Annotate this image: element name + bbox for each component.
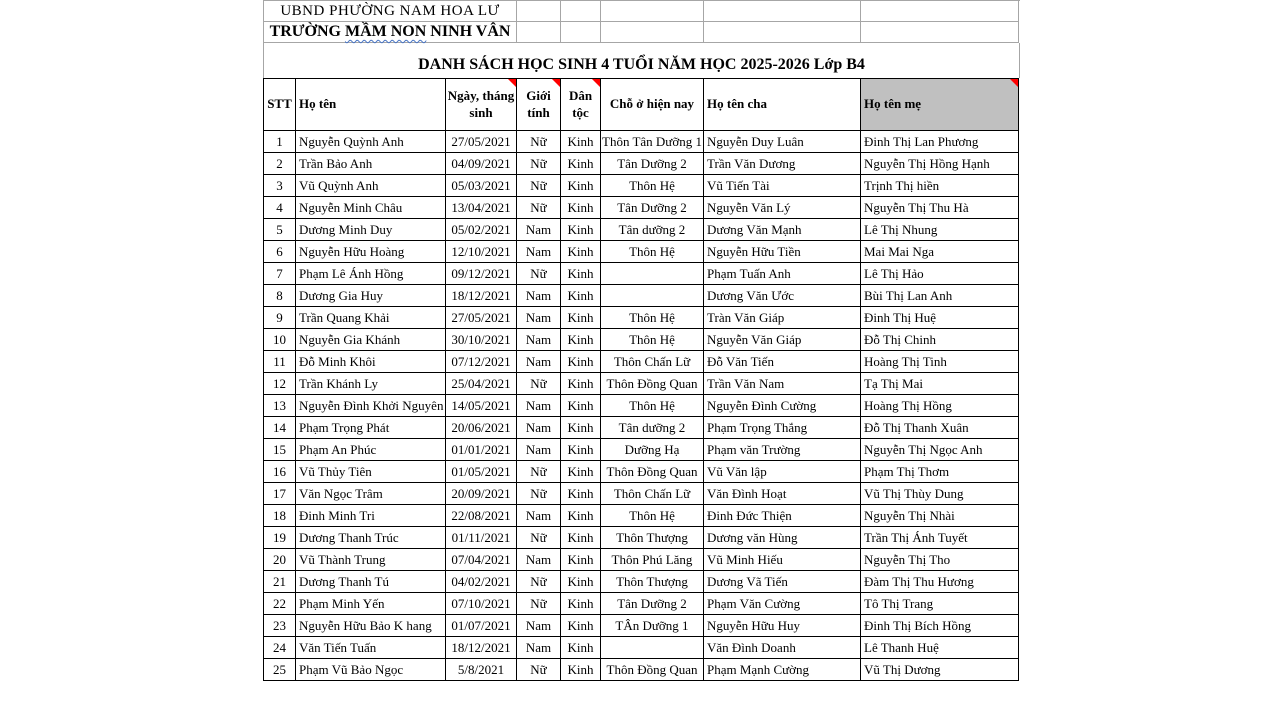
cell-ethnic[interactable]: Kinh	[561, 131, 601, 153]
cell-father[interactable]: Nguyễn Hữu Huy	[704, 615, 861, 637]
cell-mother[interactable]: Trần Thị Ánh Tuyết	[861, 527, 1019, 549]
table-row	[264, 175, 1019, 197]
cell-dob[interactable]: 14/05/2021	[446, 395, 517, 417]
table-row	[264, 219, 1019, 241]
cell-address[interactable]: Thôn Hệ	[601, 241, 704, 263]
column-header-label: Họ tên cha	[707, 96, 767, 112]
cell-name[interactable]: Nguyễn Quỳnh Anh	[296, 131, 446, 153]
cell-address[interactable]: Thôn Đồng Quan	[601, 659, 704, 681]
table-row	[264, 153, 1019, 175]
cell-gender[interactable]: Nam	[517, 615, 561, 637]
cell-mother[interactable]: Đàm Thị Thu Hương	[861, 571, 1019, 593]
cell-mother[interactable]: Nguyễn Thị Ngọc Anh	[861, 439, 1019, 461]
column-header-label: Chỗ ở hiện nay	[609, 96, 695, 112]
column-header-label: STT	[267, 96, 292, 112]
spreadsheet-region	[263, 0, 1020, 681]
cell-name[interactable]: Phạm Vũ Bảo Ngọc	[296, 659, 446, 681]
cell-gender[interactable]: Nữ	[517, 263, 561, 285]
cell-dob[interactable]: 5/8/2021	[446, 659, 517, 681]
empty-cell[interactable]	[601, 1, 704, 22]
cell-mother[interactable]: Vũ Thị Dương	[861, 659, 1019, 681]
cell-father[interactable]: Trần Văn Dương	[704, 153, 861, 175]
cell-father[interactable]: Nguyễn Hữu Tiền	[704, 241, 861, 263]
cell-dob[interactable]: 01/11/2021	[446, 527, 517, 549]
cell-stt[interactable]: 18	[264, 505, 296, 527]
column-header-address[interactable]	[601, 79, 704, 131]
comment-indicator-icon[interactable]	[552, 79, 560, 87]
cell-mother[interactable]: Tô Thị Trang	[861, 593, 1019, 615]
cell-name[interactable]: Đỗ Minh Khôi	[296, 351, 446, 373]
cell-stt[interactable]: 4	[264, 197, 296, 219]
cell-mother[interactable]: Đinh Thị Lan Phương	[861, 131, 1019, 153]
table-row	[264, 439, 1019, 461]
cell-name[interactable]: Trần Bảo Anh	[296, 153, 446, 175]
table-row	[264, 549, 1019, 571]
table-row	[264, 615, 1019, 637]
cell-ethnic[interactable]: Kinh	[561, 659, 601, 681]
spellcheck-underline: MẦM NON	[344, 23, 427, 40]
cell-father[interactable]: Nguyễn Đình Cường	[704, 395, 861, 417]
cell-gender[interactable]: Nam	[517, 417, 561, 439]
cell-address[interactable]: Thôn Hệ	[601, 175, 704, 197]
cell-father[interactable]: Nguyễn Duy Luân	[704, 131, 861, 153]
cell-stt[interactable]: 7	[264, 263, 296, 285]
org-name-cell[interactable]	[264, 1, 517, 22]
cell-stt[interactable]: 16	[264, 461, 296, 483]
cell-ethnic[interactable]: Kinh	[561, 219, 601, 241]
cell-ethnic[interactable]: Kinh	[561, 637, 601, 659]
empty-cell[interactable]	[861, 22, 1019, 43]
empty-cell[interactable]	[704, 1, 861, 22]
cell-father[interactable]: Văn Đình Hoạt	[704, 483, 861, 505]
cell-gender[interactable]: Nữ	[517, 593, 561, 615]
cell-father[interactable]: Phạm Trọng Thắng	[704, 417, 861, 439]
column-header-label: Ngày, tháng sinh	[447, 88, 515, 120]
cell-name[interactable]: Phạm Lê Ánh Hồng	[296, 263, 446, 285]
cell-ethnic[interactable]: Kinh	[561, 329, 601, 351]
cell-gender[interactable]: Nam	[517, 307, 561, 329]
cell-mother[interactable]: Tạ Thị Mai	[861, 373, 1019, 395]
cell-ethnic[interactable]: Kinh	[561, 571, 601, 593]
cell-stt[interactable]: 3	[264, 175, 296, 197]
cell-stt[interactable]: 19	[264, 527, 296, 549]
cell-ethnic[interactable]: Kinh	[561, 483, 601, 505]
table-row	[264, 593, 1019, 615]
cell-stt[interactable]: 21	[264, 571, 296, 593]
cell-gender[interactable]: Nam	[517, 351, 561, 373]
cell-stt[interactable]: 17	[264, 483, 296, 505]
cell-mother[interactable]: Trịnh Thị hiền	[861, 175, 1019, 197]
cell-dob[interactable]: 20/09/2021	[446, 483, 517, 505]
cell-dob[interactable]: 18/12/2021	[446, 637, 517, 659]
cell-father[interactable]: Vũ Minh Hiếu	[704, 549, 861, 571]
cell-address[interactable]: Dưỡng Hạ	[601, 439, 704, 461]
empty-cell[interactable]	[517, 22, 561, 43]
cell-ethnic[interactable]: Kinh	[561, 417, 601, 439]
cell-gender[interactable]: Nữ	[517, 461, 561, 483]
cell-mother[interactable]: Nguyễn Thị Hồng Hạnh	[861, 153, 1019, 175]
student-table	[263, 78, 1019, 681]
cell-dob[interactable]: 30/10/2021	[446, 329, 517, 351]
cell-stt[interactable]: 12	[264, 373, 296, 395]
cell-mother[interactable]: Hoàng Thị Hồng	[861, 395, 1019, 417]
cell-stt[interactable]: 13	[264, 395, 296, 417]
cell-ethnic[interactable]: Kinh	[561, 307, 601, 329]
cell-mother[interactable]: Đinh Thị Huệ	[861, 307, 1019, 329]
table-row	[264, 351, 1019, 373]
cell-ethnic[interactable]: Kinh	[561, 197, 601, 219]
cell-father[interactable]: Dương Văn Mạnh	[704, 219, 861, 241]
cell-name[interactable]: Nguyễn Minh Châu	[296, 197, 446, 219]
cell-gender[interactable]: Nam	[517, 637, 561, 659]
comment-indicator-icon[interactable]	[1010, 79, 1018, 87]
cell-gender[interactable]: Nữ	[517, 483, 561, 505]
cell-address[interactable]: Thôn Chấn Lữ	[601, 483, 704, 505]
list-title: DANH SÁCH HỌC SINH 4 TUỔI NĂM HỌC 2025-2026 Lớp B4	[418, 56, 865, 73]
cell-address[interactable]	[601, 637, 704, 659]
table-row	[264, 417, 1019, 439]
cell-ethnic[interactable]: Kinh	[561, 527, 601, 549]
cell-gender[interactable]: Nữ	[517, 175, 561, 197]
cell-address[interactable]: Tân Dưỡng 2	[601, 153, 704, 175]
cell-mother[interactable]: Nguyễn Thị Nhài	[861, 505, 1019, 527]
cell-father[interactable]: Đinh Đức Thiện	[704, 505, 861, 527]
cell-address[interactable]: Thôn Tân Dưỡng 1	[601, 131, 704, 153]
column-header-gender[interactable]	[517, 79, 561, 131]
table-row	[264, 329, 1019, 351]
column-header-name[interactable]	[296, 79, 446, 131]
cell-stt[interactable]: 14	[264, 417, 296, 439]
cell-ethnic[interactable]: Kinh	[561, 549, 601, 571]
table-row	[264, 131, 1019, 153]
cell-gender[interactable]: Nữ	[517, 527, 561, 549]
column-header-label: Họ tên mẹ	[864, 96, 922, 112]
cell-dob[interactable]: 20/06/2021	[446, 417, 517, 439]
cell-father[interactable]: Vũ Tiến Tài	[704, 175, 861, 197]
cell-stt[interactable]: 15	[264, 439, 296, 461]
cell-name[interactable]: Phạm Minh Yến	[296, 593, 446, 615]
cell-dob[interactable]: 04/09/2021	[446, 153, 517, 175]
cell-address[interactable]: Thôn Thượng	[601, 527, 704, 549]
table-row	[264, 637, 1019, 659]
comment-indicator-icon[interactable]	[592, 79, 600, 87]
table-row	[264, 571, 1019, 593]
cell-stt[interactable]: 23	[264, 615, 296, 637]
cell-mother[interactable]: Mai Mai Nga	[861, 241, 1019, 263]
cell-father[interactable]: Phạm Tuấn Anh	[704, 263, 861, 285]
cell-father[interactable]: Phạm Văn Cường	[704, 593, 861, 615]
cell-ethnic[interactable]: Kinh	[561, 285, 601, 307]
cell-address[interactable]: Thôn Hệ	[601, 395, 704, 417]
cell-dob[interactable]: 22/08/2021	[446, 505, 517, 527]
cell-father[interactable]: Nguyễn Văn Lý	[704, 197, 861, 219]
header-row	[264, 79, 1019, 131]
column-header-ethnic[interactable]	[561, 79, 601, 131]
cell-name[interactable]: Nguyễn Hữu Hoàng	[296, 241, 446, 263]
cell-father[interactable]: Nguyễn Văn Giáp	[704, 329, 861, 351]
cell-dob[interactable]: 01/01/2021	[446, 439, 517, 461]
cell-ethnic[interactable]: Kinh	[561, 505, 601, 527]
column-header-label: Giới tính	[526, 88, 551, 120]
cell-stt[interactable]: 10	[264, 329, 296, 351]
cell-ethnic[interactable]: Kinh	[561, 395, 601, 417]
table-row	[264, 527, 1019, 549]
cell-father[interactable]: Đỗ Văn Tiến	[704, 351, 861, 373]
cell-mother[interactable]: Phạm Thị Thơm	[861, 461, 1019, 483]
cell-name[interactable]: Vũ Thành Trung	[296, 549, 446, 571]
cell-mother[interactable]: Lê Thị Hảo	[861, 263, 1019, 285]
cell-name[interactable]: Đinh Minh Tri	[296, 505, 446, 527]
cell-address[interactable]: Thôn Thượng	[601, 571, 704, 593]
cell-gender[interactable]: Nam	[517, 329, 561, 351]
cell-ethnic[interactable]: Kinh	[561, 373, 601, 395]
cell-mother[interactable]: Lê Thanh Huệ	[861, 637, 1019, 659]
cell-ethnic[interactable]: Kinh	[561, 615, 601, 637]
cell-address[interactable]: Thôn Đồng Quan	[601, 373, 704, 395]
cell-dob[interactable]: 04/02/2021	[446, 571, 517, 593]
table-row	[264, 395, 1019, 417]
table-row	[264, 505, 1019, 527]
empty-cell[interactable]	[601, 22, 704, 43]
cell-dob[interactable]: 07/12/2021	[446, 351, 517, 373]
empty-cell[interactable]	[861, 1, 1019, 22]
cell-mother[interactable]: Đỗ Thị Chinh	[861, 329, 1019, 351]
cell-ethnic[interactable]: Kinh	[561, 175, 601, 197]
cell-mother[interactable]: Nguyễn Thị Tho	[861, 549, 1019, 571]
table-row	[264, 461, 1019, 483]
cell-gender[interactable]: Nữ	[517, 131, 561, 153]
cell-gender[interactable]: Nam	[517, 285, 561, 307]
cell-address[interactable]: Thôn Chấn Lữ	[601, 351, 704, 373]
table-row	[264, 241, 1019, 263]
cell-name[interactable]: Trần Quang Khải	[296, 307, 446, 329]
cell-dob[interactable]: 13/04/2021	[446, 197, 517, 219]
cell-ethnic[interactable]: Kinh	[561, 593, 601, 615]
cell-gender[interactable]: Nam	[517, 395, 561, 417]
cell-gender[interactable]: Nữ	[517, 571, 561, 593]
cell-mother[interactable]: Hoàng Thị Tinh	[861, 351, 1019, 373]
table-row	[264, 285, 1019, 307]
cell-stt[interactable]: 25	[264, 659, 296, 681]
empty-cell[interactable]	[704, 22, 861, 43]
cell-address[interactable]: TÂn Dưỡng 1	[601, 615, 704, 637]
table-row	[264, 483, 1019, 505]
cell-father[interactable]: Vũ Văn lập	[704, 461, 861, 483]
table-row	[264, 263, 1019, 285]
cell-address[interactable]: Tân dưỡng 2	[601, 417, 704, 439]
column-header-label: Dân tộc	[568, 88, 593, 120]
cell-dob[interactable]: 07/10/2021	[446, 593, 517, 615]
cell-name[interactable]: Trần Khánh Ly	[296, 373, 446, 395]
cell-name[interactable]: Dương Thanh Tú	[296, 571, 446, 593]
table-row	[264, 659, 1019, 681]
cell-address[interactable]: Thôn Đồng Quan	[601, 461, 704, 483]
cell-mother[interactable]: Đinh Thị Bích Hồng	[861, 615, 1019, 637]
school-name-cell[interactable]	[264, 22, 517, 43]
cell-father[interactable]: Dương văn Hùng	[704, 527, 861, 549]
cell-mother[interactable]: Đỗ Thị Thanh Xuân	[861, 417, 1019, 439]
cell-address[interactable]	[601, 285, 704, 307]
cell-ethnic[interactable]: Kinh	[561, 263, 601, 285]
cell-mother[interactable]: Vũ Thị Thùy Dung	[861, 483, 1019, 505]
cell-name[interactable]: Văn Tiến Tuấn	[296, 637, 446, 659]
cell-dob[interactable]: 09/12/2021	[446, 263, 517, 285]
cell-dob[interactable]: 07/04/2021	[446, 549, 517, 571]
cell-gender[interactable]: Nam	[517, 241, 561, 263]
cell-gender[interactable]: Nam	[517, 439, 561, 461]
cell-dob[interactable]: 25/04/2021	[446, 373, 517, 395]
cell-gender[interactable]: Nam	[517, 549, 561, 571]
cell-stt[interactable]: 24	[264, 637, 296, 659]
letterhead	[263, 0, 1020, 43]
cell-stt[interactable]: 1	[264, 131, 296, 153]
cell-gender[interactable]: Nữ	[517, 373, 561, 395]
column-header-label: Họ tên	[299, 96, 337, 112]
title-cell[interactable]	[263, 43, 1020, 78]
cell-address[interactable]: Thôn Hệ	[601, 307, 704, 329]
cell-father[interactable]: Phạm văn Trường	[704, 439, 861, 461]
cell-address[interactable]: Thôn Hệ	[601, 329, 704, 351]
cell-gender[interactable]: Nữ	[517, 197, 561, 219]
cell-name[interactable]: Dương Minh Duy	[296, 219, 446, 241]
cell-stt[interactable]: 5	[264, 219, 296, 241]
cell-gender[interactable]: Nữ	[517, 153, 561, 175]
empty-cell[interactable]	[561, 22, 601, 43]
column-header-mother[interactable]	[861, 79, 1019, 131]
cell-mother[interactable]: Lê Thị Nhung	[861, 219, 1019, 241]
cell-name[interactable]: Vũ Thủy Tiên	[296, 461, 446, 483]
cell-stt[interactable]: 9	[264, 307, 296, 329]
cell-stt[interactable]: 6	[264, 241, 296, 263]
empty-cell[interactable]	[561, 1, 601, 22]
cell-name[interactable]: Nguyễn Đình Khởi Nguyên	[296, 395, 446, 417]
cell-father[interactable]: Trần Văn Nam	[704, 373, 861, 395]
cell-father[interactable]: Dương Vã Tiến	[704, 571, 861, 593]
column-header-dob[interactable]	[446, 79, 517, 131]
cell-name[interactable]: Phạm An Phúc	[296, 439, 446, 461]
cell-name[interactable]: Văn Ngọc Trâm	[296, 483, 446, 505]
cell-stt[interactable]: 20	[264, 549, 296, 571]
cell-father[interactable]: Văn Đình Doanh	[704, 637, 861, 659]
cell-address[interactable]: Tân Dưỡng 2	[601, 197, 704, 219]
cell-ethnic[interactable]: Kinh	[561, 461, 601, 483]
cell-dob[interactable]: 05/02/2021	[446, 219, 517, 241]
cell-gender[interactable]: Nam	[517, 219, 561, 241]
cell-address[interactable]: Thôn Hệ	[601, 505, 704, 527]
cell-dob[interactable]: 05/03/2021	[446, 175, 517, 197]
cell-dob[interactable]: 18/12/2021	[446, 285, 517, 307]
cell-stt[interactable]: 2	[264, 153, 296, 175]
cell-father[interactable]: Tràn Văn Giáp	[704, 307, 861, 329]
table-row	[264, 197, 1019, 219]
cell-address[interactable]	[601, 263, 704, 285]
cell-gender[interactable]: Nam	[517, 505, 561, 527]
cell-dob[interactable]: 01/07/2021	[446, 615, 517, 637]
table-row	[264, 373, 1019, 395]
cell-ethnic[interactable]: Kinh	[561, 439, 601, 461]
cell-name[interactable]: Dương Thanh Trúc	[296, 527, 446, 549]
column-header-stt[interactable]	[264, 79, 296, 131]
empty-cell[interactable]	[517, 1, 561, 22]
cell-dob[interactable]: 27/05/2021	[446, 131, 517, 153]
cell-name[interactable]: Nguyễn Hữu Bảo K hang	[296, 615, 446, 637]
cell-gender[interactable]: Nữ	[517, 659, 561, 681]
cell-stt[interactable]: 8	[264, 285, 296, 307]
table-row	[264, 307, 1019, 329]
cell-name[interactable]: Vũ Quỳnh Anh	[296, 175, 446, 197]
column-header-father[interactable]	[704, 79, 861, 131]
cell-name[interactable]: Phạm Trọng Phát	[296, 417, 446, 439]
cell-dob[interactable]: 27/05/2021	[446, 307, 517, 329]
cell-father[interactable]: Phạm Mạnh Cường	[704, 659, 861, 681]
cell-address[interactable]: Thôn Phú Lăng	[601, 549, 704, 571]
cell-dob[interactable]: 12/10/2021	[446, 241, 517, 263]
cell-address[interactable]: Tân dưỡng 2	[601, 219, 704, 241]
cell-name[interactable]: Dương Gia Huy	[296, 285, 446, 307]
cell-father[interactable]: Dương Văn Ước	[704, 285, 861, 307]
org-name: UBND PHƯỜNG NAM HOA LƯ	[280, 2, 500, 19]
cell-stt[interactable]: 11	[264, 351, 296, 373]
cell-ethnic[interactable]: Kinh	[561, 241, 601, 263]
cell-ethnic[interactable]: Kinh	[561, 351, 601, 373]
school-name: TRƯỜNG MẦM NON NINH VÂN	[269, 23, 511, 40]
cell-address[interactable]: Tân Dưỡng 2	[601, 593, 704, 615]
cell-mother[interactable]: Bùi Thị Lan Anh	[861, 285, 1019, 307]
cell-name[interactable]: Nguyễn Gia Khánh	[296, 329, 446, 351]
cell-dob[interactable]: 01/05/2021	[446, 461, 517, 483]
cell-mother[interactable]: Nguyễn Thị Thu Hà	[861, 197, 1019, 219]
cell-stt[interactable]: 22	[264, 593, 296, 615]
comment-indicator-icon[interactable]	[508, 79, 516, 87]
cell-ethnic[interactable]: Kinh	[561, 153, 601, 175]
